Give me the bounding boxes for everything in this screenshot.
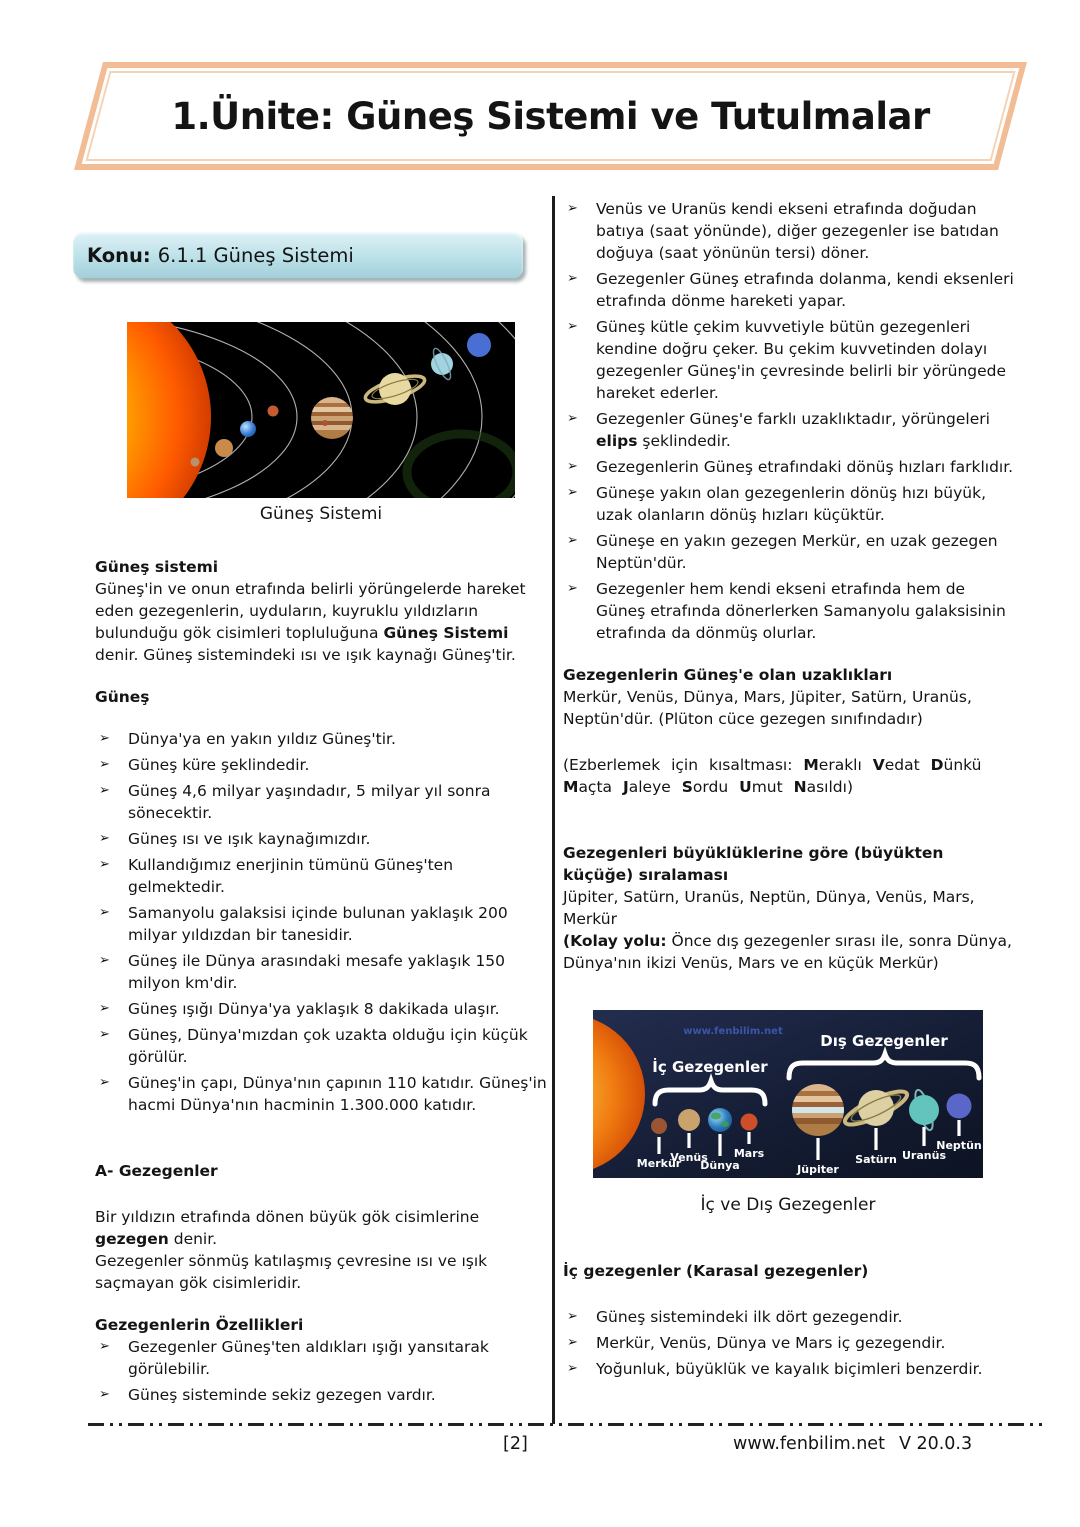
inner-planets-group-label: İç Gezegenler bbox=[652, 1058, 768, 1076]
paragraph-ezberleme: (Ezberlemek için kısaltması: Meraklı Vedat Dünkü Maçta Jaleye Sordu Umut Nasıldı) bbox=[563, 756, 982, 796]
paragraph-gezegen-tanim2: Gezegenler sönmüş katılaşmış çevresine ısı ve ışık saçmayan gök cisimleridir. bbox=[95, 1252, 488, 1292]
list-item bbox=[95, 998, 547, 1020]
list-item bbox=[95, 1024, 547, 1068]
list-item bbox=[95, 902, 547, 946]
planet-label-neptune: Neptün bbox=[936, 1139, 982, 1152]
list-item bbox=[563, 268, 1015, 312]
list-item bbox=[95, 780, 547, 824]
footer-page-number: [2] bbox=[503, 1434, 528, 1454]
list-item-text: Güneş ısı ve ışık kaynağımızdır. bbox=[128, 830, 371, 848]
list-item-text: Güneş sisteminde sekiz gezegen vardır. bbox=[128, 1386, 436, 1404]
bullet-arrow-icon: ➢ bbox=[99, 1339, 110, 1354]
list-item bbox=[563, 316, 1015, 404]
list-item bbox=[563, 198, 1015, 264]
planet-label-mercury: Merkür bbox=[636, 1157, 682, 1170]
list-item-text: Güneş 4,6 milyar yaşındadır, 5 milyar yıl sonra sönecektir. bbox=[128, 782, 491, 822]
list-item bbox=[563, 408, 1015, 452]
list-item-text: Yoğunluk, büyüklük ve kayalık biçimleri benzerdir. bbox=[596, 1360, 983, 1378]
list-item bbox=[95, 1072, 547, 1116]
list-item bbox=[563, 530, 1015, 574]
bullet-arrow-icon: ➢ bbox=[99, 831, 110, 846]
section-heading-gezegen-ozellikleri: Gezegenlerin Özellikleri bbox=[95, 1316, 304, 1334]
list-item-text: Gezegenler hem kendi ekseni etrafında hem de Güneş etrafında dönerlerken Samanyolu galaksisinin etrafında da dönmüş olurlar. bbox=[596, 580, 1006, 642]
venus-icon bbox=[678, 1109, 700, 1131]
paragraph-buyukluk-sira: Jüpiter, Satürn, Uranüs, Neptün, Dünya, Venüs, Mars, Merkür bbox=[563, 888, 975, 928]
neptune-icon bbox=[467, 333, 491, 357]
neptune-icon bbox=[947, 1094, 972, 1119]
bullet-arrow-icon: ➢ bbox=[99, 757, 110, 772]
list-item-text: Kullandığımız enerjinin tümünü Güneş'ten gelmektedir. bbox=[128, 856, 454, 896]
list-item-text: Samanyolu galaksisi içinde bulunan yaklaşık 200 milyar yıldızdan bir tanesidir. bbox=[128, 904, 508, 944]
paragraph-uzakliklar: Merkür, Venüs, Dünya, Mars, Jüpiter, Satürn, Uranüs, Neptün'dür. (Plüton cüce gezegen sınıfındadır) bbox=[563, 688, 972, 728]
list-item-text: Gezegenler Güneş etrafında dolanma, kendi eksenleri etrafında dönme hareketi yapar. bbox=[596, 270, 1014, 310]
section-heading-ic-gezegenler: İç gezegenler (Karasal gezegenler) bbox=[563, 1262, 869, 1280]
list-item-text: Güneş ile Dünya arasındaki mesafe yaklaşık 150 milyon km'dir. bbox=[128, 952, 506, 992]
figure-caption-ic-dis: İç ve Dış Gezegenler bbox=[700, 1195, 876, 1215]
planet-label-saturn: Satürn bbox=[855, 1153, 897, 1166]
footer-site bbox=[733, 1434, 986, 1454]
list-item bbox=[95, 950, 547, 994]
bullet-arrow-icon: ➢ bbox=[99, 1387, 110, 1402]
bullet-arrow-icon: ➢ bbox=[567, 459, 578, 474]
figure-caption-solar-system: Güneş Sistemi bbox=[259, 504, 383, 524]
section-heading-gezegenler: A- Gezegenler bbox=[95, 1162, 218, 1180]
right-column bbox=[563, 198, 1015, 1384]
list-item-text: Güneş kütle çekim kuvvetiyle bütün gezegenleri kendine doğru çeker. Bu çekim kuvvetinden dolayı gezegenler Güneş'in çevresinde belirli bir yörüngede hareket ederler. bbox=[596, 318, 1007, 402]
mars-icon bbox=[268, 406, 279, 417]
bullet-arrow-icon: ➢ bbox=[99, 1027, 110, 1042]
list-item bbox=[95, 828, 547, 850]
bullet-arrow-icon: ➢ bbox=[567, 201, 578, 216]
earth-icon bbox=[708, 1108, 732, 1132]
page-title: 1.Ünite: Güneş Sistemi ve Tutulmalar bbox=[171, 94, 930, 138]
list-item bbox=[95, 854, 547, 898]
column-divider bbox=[552, 196, 555, 1424]
bullet-arrow-icon: ➢ bbox=[99, 1001, 110, 1016]
list-item-text: Güneşe yakın olan gezegenlerin dönüş hızı büyük, uzak olanların dönüş hızları küçüktür. bbox=[596, 484, 987, 524]
paragraph-kolay-yolu: (Kolay yolu: Önce dış gezegenler sırası ile, sonra Dünya, Dünya'nın ikizi Venüs, Mars ve en küçük Merkür) bbox=[563, 932, 1012, 972]
bullet-list-ic-gezegenler bbox=[563, 1306, 1015, 1380]
list-item bbox=[95, 728, 547, 750]
jupiter-icon bbox=[792, 1084, 844, 1136]
unit-title-banner bbox=[74, 62, 1027, 170]
venus-icon bbox=[215, 439, 233, 457]
bullet-list-gunes bbox=[95, 728, 547, 1116]
planet-label-earth: Dünya bbox=[700, 1159, 740, 1172]
bullet-arrow-icon: ➢ bbox=[567, 1361, 578, 1376]
bullet-arrow-icon: ➢ bbox=[567, 319, 578, 334]
bullet-arrow-icon: ➢ bbox=[567, 271, 578, 286]
planet-label-uranus: Uranüs bbox=[902, 1149, 946, 1162]
footer-site-url: www.fenbilim.net bbox=[733, 1434, 885, 1454]
bullet-arrow-icon: ➢ bbox=[567, 1309, 578, 1324]
list-item-text: Dünya'ya en yakın yıldız Güneş'tir. bbox=[128, 730, 396, 748]
bullet-arrow-icon: ➢ bbox=[99, 857, 110, 872]
inner-outer-planets-image bbox=[593, 1010, 983, 1178]
list-item-text: Güneş'in çapı, Dünya'nın çapının 110 katıdır. Güneş'in hacmi Dünya'nın hacminin 1.300.000 katıdır. bbox=[128, 1074, 547, 1114]
bullet-arrow-icon: ➢ bbox=[99, 953, 110, 968]
mercury-icon bbox=[191, 458, 200, 467]
bullet-arrow-icon: ➢ bbox=[567, 1335, 578, 1350]
list-item bbox=[563, 456, 1015, 478]
bullet-arrow-icon: ➢ bbox=[567, 581, 578, 596]
section-heading-gunes-sistemi: Güneş sistemi bbox=[95, 558, 219, 576]
bullet-arrow-icon: ➢ bbox=[99, 905, 110, 920]
list-item bbox=[95, 1336, 547, 1380]
topic-label: Konu: bbox=[87, 243, 151, 267]
list-item-text: Gezegenler Güneş'ten aldıkları ışığı yansıtarak görülebilir. bbox=[128, 1338, 489, 1378]
watermark-text: www.fenbilim.net bbox=[683, 1026, 783, 1037]
footer-version: V 20.0.3 bbox=[898, 1434, 973, 1454]
bullet-arrow-icon: ➢ bbox=[567, 485, 578, 500]
list-item bbox=[563, 1332, 1015, 1354]
list-item-text: Merkür, Venüs, Dünya ve Mars iç gezegendir. bbox=[596, 1334, 946, 1352]
topic-header bbox=[73, 232, 523, 278]
list-item bbox=[563, 578, 1015, 644]
planet-label-venus: Venüs bbox=[670, 1151, 708, 1164]
mars-icon bbox=[741, 1114, 758, 1131]
outer-planets-group-label: Dış Gezegenler bbox=[820, 1032, 948, 1050]
planet-label-jupiter: Jüpiter bbox=[797, 1163, 839, 1176]
list-item bbox=[563, 482, 1015, 526]
list-item-text: Venüs ve Uranüs kendi ekseni etrafında doğudan batıya (saat yönünde), diğer gezegenler ise batıdan doğuya (saat yönünün tersi) döner. bbox=[596, 200, 999, 262]
list-item-text: Gezegenlerin Güneş etrafındaki dönüş hızları farklıdır. bbox=[596, 458, 1014, 476]
list-item-text: Güneşe en yakın gezegen Merkür, en uzak gezegen Neptün'dür. bbox=[596, 532, 998, 572]
section-heading-gunes: Güneş bbox=[95, 688, 150, 706]
list-item-text: Güneş küre şeklindedir. bbox=[128, 756, 310, 774]
list-item bbox=[563, 1306, 1015, 1328]
paragraph-gunes-sistemi: Güneş'in ve onun etrafında belirli yörüngelerde hareket eden gezegenlerin, uyduların, kuyruklu yıldızların bulunduğu gök cisimleri topluluğuna Güneş Sistemi denir. Güneş sistemindeki ısı ve ışık kaynağı Güneş'tir. bbox=[95, 580, 526, 664]
earth-icon bbox=[240, 421, 256, 437]
list-item bbox=[95, 1384, 547, 1406]
section-heading-uzakliklar: Gezegenlerin Güneş'e olan uzaklıkları bbox=[563, 666, 893, 684]
bullet-list-genel bbox=[563, 198, 1015, 644]
bullet-list-ozellikler bbox=[95, 1336, 547, 1406]
list-item-text: Güneş ışığı Dünya'ya yaklaşık 8 dakikada ulaşır. bbox=[128, 1000, 500, 1018]
topic-value: 6.1.1 Güneş Sistemi bbox=[157, 243, 354, 267]
list-item-text: Güneş, Dünya'mızdan çok uzakta olduğu için küçük görülür. bbox=[128, 1026, 528, 1066]
section-heading-buyukluk: Gezegenleri büyüklüklerine göre (büyükten küçüğe) sıralaması bbox=[563, 844, 944, 884]
bullet-arrow-icon: ➢ bbox=[567, 411, 578, 426]
bullet-arrow-icon: ➢ bbox=[567, 533, 578, 548]
paragraph-gezegen-tanim: Bir yıldızın etrafında dönen büyük gök cisimlerine gezegen denir. bbox=[95, 1208, 480, 1248]
list-item-text: Güneş sistemindeki ilk dört gezegendir. bbox=[596, 1308, 903, 1326]
bullet-arrow-icon: ➢ bbox=[99, 1075, 110, 1090]
bullet-arrow-icon: ➢ bbox=[99, 731, 110, 746]
left-column bbox=[95, 556, 547, 1410]
list-item bbox=[95, 754, 547, 776]
solar-system-image bbox=[127, 322, 515, 498]
list-item bbox=[563, 1358, 1015, 1380]
mercury-icon bbox=[651, 1118, 667, 1134]
list-item-text: Gezegenler Güneş'e farklı uzaklıktadır, yörüngeleri elips şeklindedir. bbox=[596, 410, 990, 450]
footer-divider bbox=[88, 1423, 1045, 1426]
bullet-arrow-icon: ➢ bbox=[99, 783, 110, 798]
planet-label-mars: Mars bbox=[733, 1147, 765, 1160]
